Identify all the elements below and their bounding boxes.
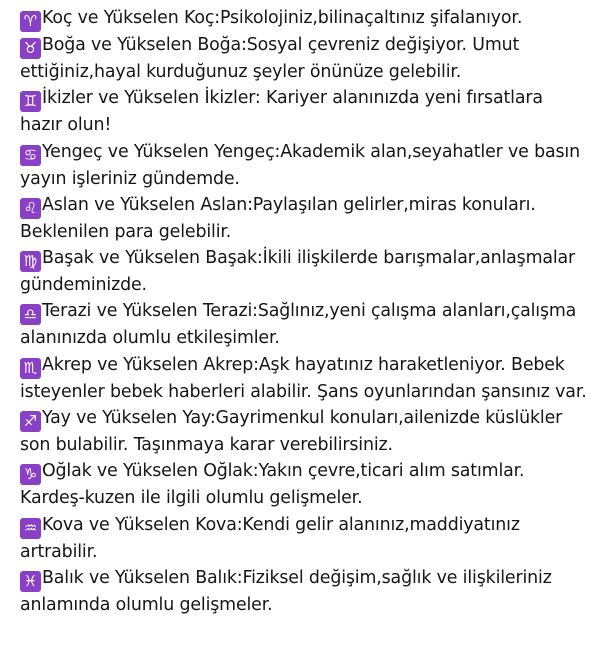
entry-sagittarius <box>20 405 590 458</box>
taurus-icon: ♉ <box>20 38 41 59</box>
capricorn-icon: ♑ <box>20 464 41 485</box>
entry-scorpio <box>20 352 590 405</box>
virgo-icon: ♍ <box>20 251 41 272</box>
entry-leo <box>20 192 590 245</box>
entry-libra <box>20 298 590 351</box>
entry-text: Oğlak ve Yükselen Oğlak:Yakın çevre,ticari alım satımlar. Kardeş-kuzen ile ilgili olumlu gelişmeler. <box>20 461 525 509</box>
sagittarius-icon: ♐ <box>20 411 41 432</box>
entry-text: Boğa ve Yükselen Boğa:Sosyal çevreniz değişiyor. Umut ettiğiniz,hayal kurduğunuz şeyler önünüze gelebilir. <box>20 35 520 82</box>
cancer-icon: ♋ <box>20 145 41 166</box>
entry-text: Koç ve Yükselen Koç:Psikolojiniz,bilinaçaltınız şifalanıyor. <box>42 8 523 28</box>
entry-text: Kova ve Yükselen Kova:Kendi gelir alanınız,maddiyatınız artrabilir. <box>20 514 520 562</box>
entry-aries <box>20 5 590 32</box>
aquarius-icon: ♒ <box>20 518 41 539</box>
entry-cancer <box>20 139 590 192</box>
scorpio-icon: ♏ <box>20 358 41 379</box>
entry-text: Akrep ve Yükselen Akrep:Aşk hayatınız haraketleniyor. Bebek isteyenler bebek haberleri alabilir. Şans oyunlarından şansınız var. <box>20 354 587 402</box>
entry-text: Başak ve Yükselen Başak:İkili ilişkilerde barışmalar,anlaşmalar gündeminizde. <box>20 248 576 296</box>
aries-icon: ♈ <box>20 11 41 32</box>
entry-aquarius <box>20 512 590 565</box>
entry-capricorn <box>20 458 590 511</box>
entry-text: Yay ve Yükselen Yay:Gayrimenkul konuları,ailenizde küslükler son bulabilir. Taşınmaya karar verebilirsiniz. <box>20 408 563 456</box>
libra-icon: ♎ <box>20 304 41 325</box>
entry-text: Aslan ve Yükselen Aslan:Paylaşılan gelirler,miras konuları. Beklenilen para gelebilir. <box>20 194 536 242</box>
entry-virgo <box>20 245 590 298</box>
pisces-icon: ♓ <box>20 571 41 592</box>
gemini-icon: ♊ <box>20 91 41 112</box>
entry-taurus <box>20 32 590 85</box>
entry-text: Yengeç ve Yükselen Yengeç:Akademik alan,seyahatler ve basın yayın işleriniz gündemde. <box>20 141 580 189</box>
entry-pisces <box>20 565 590 618</box>
entry-text: İkizler ve Yükselen İkizler: Kariyer alanınızda yeni fırsatlara hazır olun! <box>20 88 543 136</box>
entry-text: Balık ve Yükselen Balık:Fiziksel değişim,sağlık ve ilişkileriniz anlamında olumlu gelişmeler. <box>20 567 552 615</box>
entry-gemini <box>20 85 590 138</box>
entry-text: Terazi ve Yükselen Terazi:Sağlınız,yeni çalışma alanları,çalışma alanınızda olumlu etkileşimler. <box>20 301 577 349</box>
leo-icon: ♌ <box>20 198 41 219</box>
